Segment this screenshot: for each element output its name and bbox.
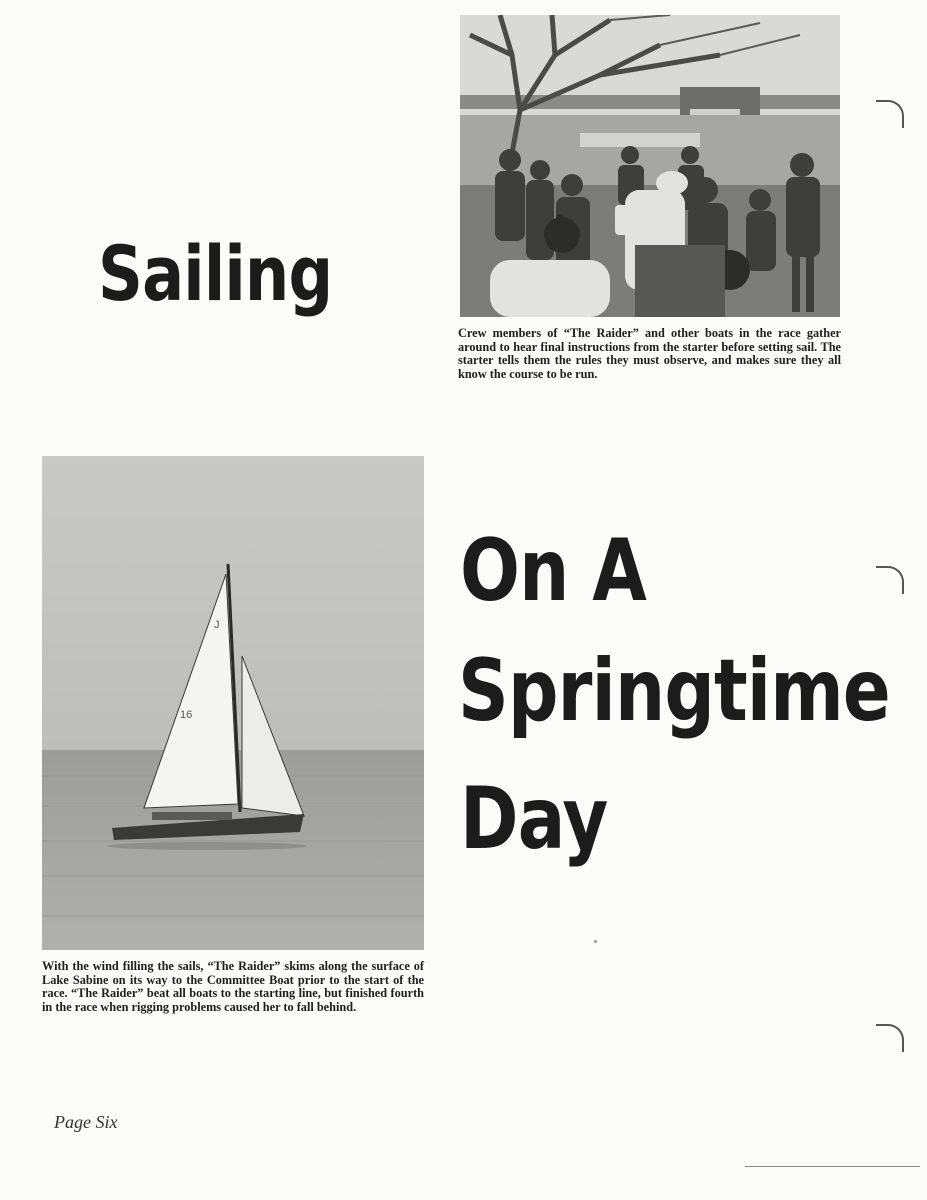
binder-hole-mark — [876, 1024, 904, 1052]
sailboat-photo-caption: With the wind filling the sails, “The Raider” skims along the surface of Lake Sabine on its way to the Committee Boat prior to the start of the race. “The Raider” beat all boats to the starting line, but finished fourth in the race when rigging problems caused her to fall behind. — [42, 959, 424, 1014]
sail-number: 16 — [180, 709, 193, 721]
binder-hole-mark — [876, 566, 904, 594]
headline-sailing: Sailing — [98, 229, 333, 318]
svg-text:J: J — [214, 619, 220, 631]
sailboat-photo — [42, 456, 424, 950]
crew-photo-caption: Crew members of “The Raider” and other boats in the race gather around to hear final instructions from the starter before setting sail. The starter tells them the rules they must observe, and makes sure they all know the course to be run. — [458, 326, 841, 381]
headline-springtime: Springtime — [458, 641, 890, 741]
binder-hole-mark — [876, 100, 904, 128]
print-speck — [594, 940, 597, 943]
headline-day: Day — [460, 769, 608, 869]
page-number: Page Six — [54, 1112, 118, 1132]
crew-gathering-photo — [460, 15, 840, 317]
headline-on-a: On A — [460, 521, 647, 621]
page-edge-line — [745, 1166, 920, 1167]
